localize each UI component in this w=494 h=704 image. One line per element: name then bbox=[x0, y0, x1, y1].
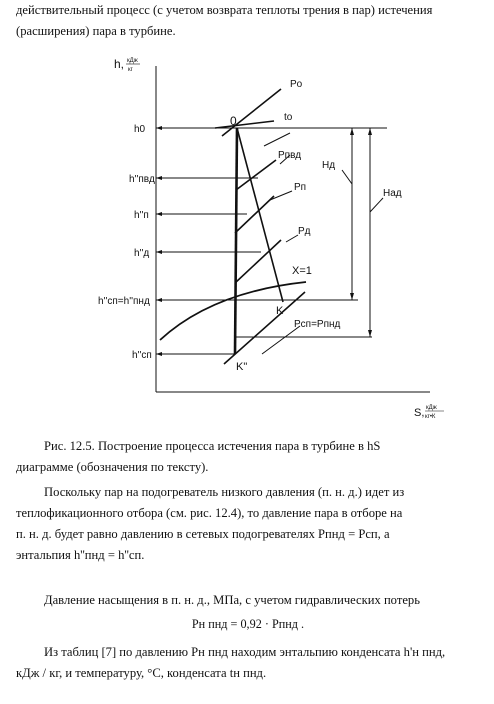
y-axis-unit-num: кДж bbox=[127, 58, 138, 64]
caption-line: диаграмме (обозначения по тексту). bbox=[16, 460, 209, 474]
hs-diagram bbox=[0, 46, 494, 476]
actual-process-line bbox=[237, 128, 283, 302]
ptr-5 bbox=[342, 170, 352, 184]
tick-hsp: h''сп bbox=[132, 350, 152, 361]
tick-hpvd: h''пвд bbox=[129, 174, 155, 185]
tick-hsp-hpnd: h''сп=h''пнд bbox=[98, 296, 150, 307]
t0-isotherm bbox=[215, 121, 274, 128]
point-k2-label: K" bbox=[236, 361, 248, 373]
x-axis-unit-den: кг•К bbox=[425, 414, 436, 420]
ptr-0 bbox=[264, 133, 290, 146]
y-axis-unit-den: кг bbox=[128, 67, 133, 73]
paragraph-2 bbox=[16, 590, 480, 611]
isentropic-line bbox=[235, 128, 237, 354]
formula: Pн пнд = 0,92 · Pпнд . bbox=[191, 617, 305, 631]
p0-label: Pо bbox=[290, 79, 303, 90]
ptr-2 bbox=[270, 191, 292, 200]
para-line: п. н. д. будет равно давлению в сетевых подогревателях Pпнд = Pсп, а bbox=[16, 527, 390, 541]
tick-hp: h''п bbox=[134, 210, 149, 221]
ptr-6 bbox=[370, 198, 383, 212]
tick-hd: h''д bbox=[134, 248, 150, 259]
ptr-3 bbox=[286, 235, 298, 242]
intro-line: действительный процесс (с учетом возврата теплоты трения в пар) истечения bbox=[16, 3, 433, 17]
para-line: Поскольку пар на подогреватель низкого давления (п. н. д.) идет из bbox=[44, 485, 405, 499]
intro-line: (расширения) пара в турбине. bbox=[16, 24, 176, 38]
tick-h0: h0 bbox=[134, 124, 146, 135]
psp-label: Pсп=Pпнд bbox=[294, 319, 341, 330]
ptr-4 bbox=[262, 326, 300, 354]
hd-label: Hд bbox=[322, 160, 336, 171]
para-line: кДж / кг, и температуру, °С, конденсата tн пнд. bbox=[16, 666, 267, 680]
ppvd-label: Pпвд bbox=[278, 150, 302, 161]
paragraph-1 bbox=[16, 482, 480, 566]
x1-label: X=1 bbox=[292, 265, 312, 277]
para-line: теплофикационного отбора (см. рис. 12.4), то давление пара в отборе на bbox=[16, 506, 403, 520]
pd-isobar bbox=[235, 240, 281, 283]
point-0-label: 0 bbox=[230, 114, 237, 128]
intro-paragraph bbox=[16, 0, 480, 42]
caption-line: Рис. 12.5. Построение процесса истечения пара в турбине в hS bbox=[44, 439, 381, 453]
para-line: Из таблиц [7] по давлению Pн пнд находим энтальпию конденсата h'н пнд, bbox=[44, 645, 446, 659]
point-k-label: K bbox=[276, 305, 284, 317]
para-line: Давление насыщения в п. н. д., МПа, с учетом гидравлических потерь bbox=[44, 593, 420, 607]
x-axis-label: S, bbox=[414, 407, 425, 419]
p0-isobar bbox=[222, 89, 281, 136]
paragraph-3 bbox=[16, 642, 480, 684]
y-axis-label: h, bbox=[114, 57, 125, 71]
pp-label: Pп bbox=[294, 182, 307, 193]
figure-caption bbox=[16, 436, 480, 478]
para-line: энтальпия h''пнд = h''сп. bbox=[16, 548, 145, 562]
pd-label: Pд bbox=[298, 226, 311, 237]
x-axis-unit-num: кДж bbox=[426, 405, 437, 411]
ppvd-isobar bbox=[236, 160, 276, 190]
t0-label: tо bbox=[284, 112, 293, 123]
had-label: Hад bbox=[383, 188, 402, 199]
